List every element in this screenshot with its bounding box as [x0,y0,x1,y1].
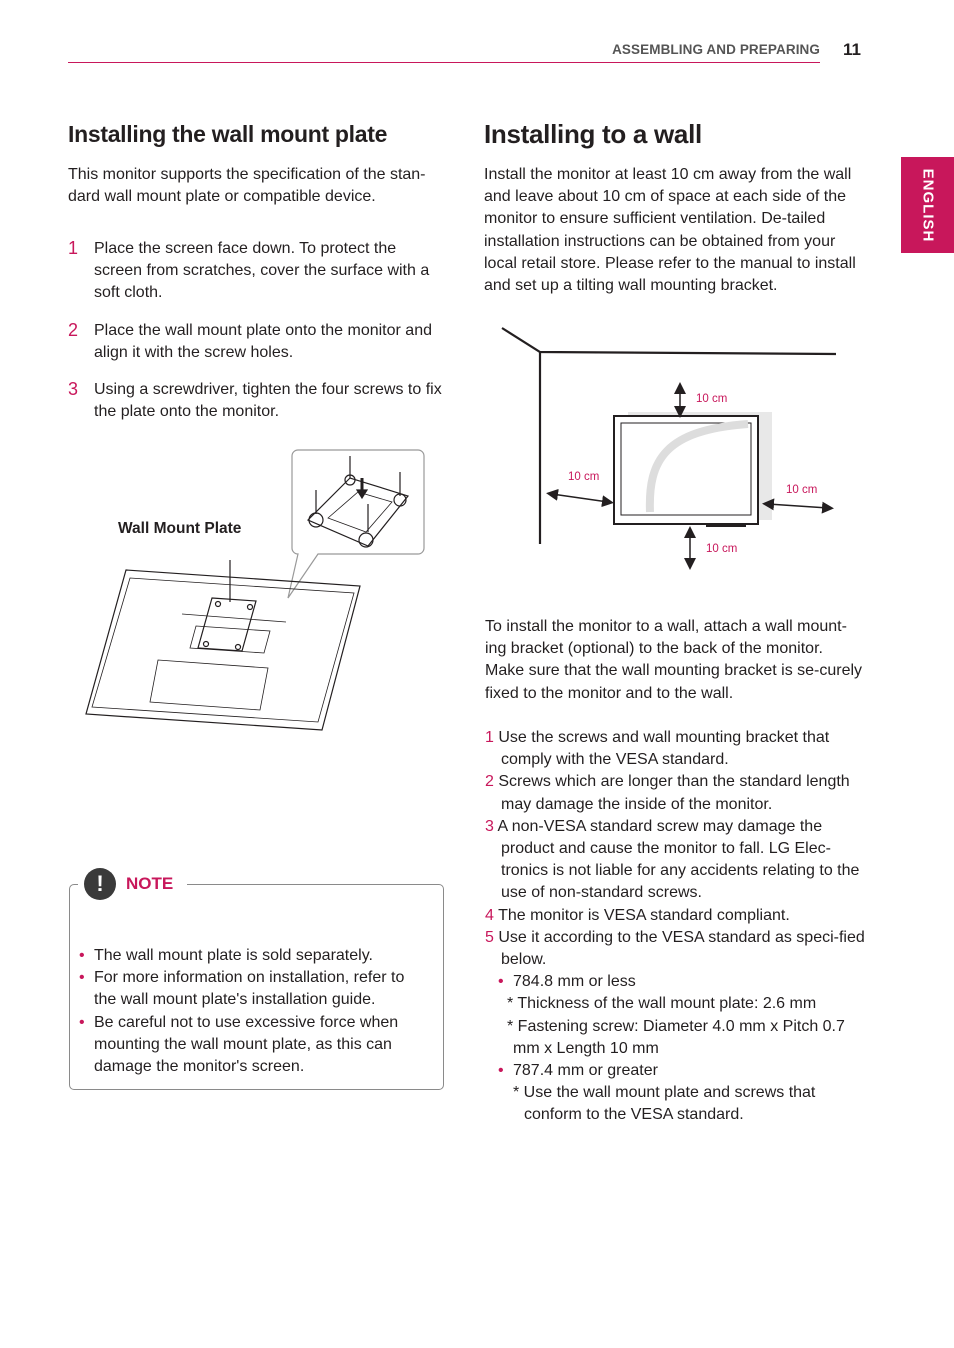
wall-install-intro: Install the monitor at least 10 cm away from the wall and leave about 10 cm of space at each side of the monitor to ensure sufficient ventilation. De-tailed installation instructions can be obtained from your local retail store. Please refer to the manual to install and set up a tilting wall mounting bracket. [484,166,856,295]
list-number: 1 [485,729,494,746]
wall-mount-intro: This monitor supports the specification of the stan-dard wall mount plate or compatible device. [68,166,426,206]
wall-mount-plate-illustration [78,448,438,738]
list-text: Use the screws and wall mounting bracket that comply with the VESA standard. [498,729,830,769]
language-tab-label: ENGLISH [919,168,936,242]
list-text: Use it according to the VESA standard as speci-fied below. [498,928,865,969]
step-2 [68,320,448,364]
left-clearance-label: 10 cm [568,471,600,483]
spec-detail: * Fastening screw: Diameter 4.0 mm x Pitch 0.7 mm x Length 10 mm [507,1017,845,1057]
bottom-clearance-label: 10 cm [706,543,738,555]
list-number: 4 [485,906,494,924]
step-number: 3 [68,379,79,399]
note-list [78,945,428,1078]
list-text: Screws which are longer than the standard length may damage the inside of the monitor. [498,773,850,813]
section-title: ASSEMBLING AND PREPARING [612,42,820,57]
step-number: 2 [68,320,79,340]
note-item: • For more information on installation, refer to the wall mount plate's installation guide. [78,967,428,1011]
exclamation-icon: ! [84,868,116,900]
note-item: • The wall mount plate is sold separately. [78,945,428,967]
top-clearance-label: 10 cm [696,393,728,405]
header-divider [68,62,820,63]
list-item [485,905,865,927]
step-text: Place the wall mount plate onto the monitor and align it with the screw holes. [94,322,432,362]
step-number: 1 [68,238,79,258]
list-number: 3 [485,817,494,835]
list-text: The monitor is VESA standard compliant. [498,906,790,924]
list-item [485,771,865,815]
wall-clearance-diagram [490,320,850,580]
spec-detail: * Thickness of the wall mount plate: 2.6 mm [507,995,817,1013]
list-text: A non-VESA standard screw may damage the product and cause the monitor to fall. LG Elec-tronics is not liable for any accidents relating to the use of non-standard screws. [497,817,860,902]
right-clearance-label: 10 cm [786,484,818,496]
spec-detail: * Use the wall mount plate and screws that conform to the VESA standard. [513,1084,816,1124]
spec-item: • 784.8 mm or less [485,971,865,993]
wall-mount-plate-label: Wall Mount Plate [118,520,242,537]
installing-to-wall-heading: Installing to a wall [484,119,702,149]
language-tab [901,157,954,253]
spec-item: • 787.4 mm or greater [485,1060,865,1082]
list-item [485,727,865,771]
wall-mount-plate-heading: Installing the wall mount plate [68,121,388,147]
list-item [485,816,865,905]
vesa-list [485,727,865,1127]
step-1 [68,238,448,305]
note-header [78,866,187,902]
step-3 [68,379,448,423]
page-number: 11 [843,40,861,59]
step-text: Using a screwdriver, tighten the four screws to fix the plate onto the monitor. [94,381,442,421]
note-title: NOTE [126,874,174,893]
list-number: 5 [485,928,494,946]
note-item: • Be careful not to use excessive force when mounting the wall mount plate, as this can damage the monitor's screen. [78,1012,428,1079]
list-item [485,927,865,971]
wall-bracket-paragraph: To install the monitor to a wall, attach a wall mount-ing bracket (optional) to the back of the monitor. Make sure that the wall mounting bracket is se-curely fixed to the monitor and to the wall. [485,618,863,702]
step-text: Place the screen face down. To protect the screen from scratches, cover the surface with a soft cloth. [94,240,430,302]
list-number: 2 [485,773,494,791]
